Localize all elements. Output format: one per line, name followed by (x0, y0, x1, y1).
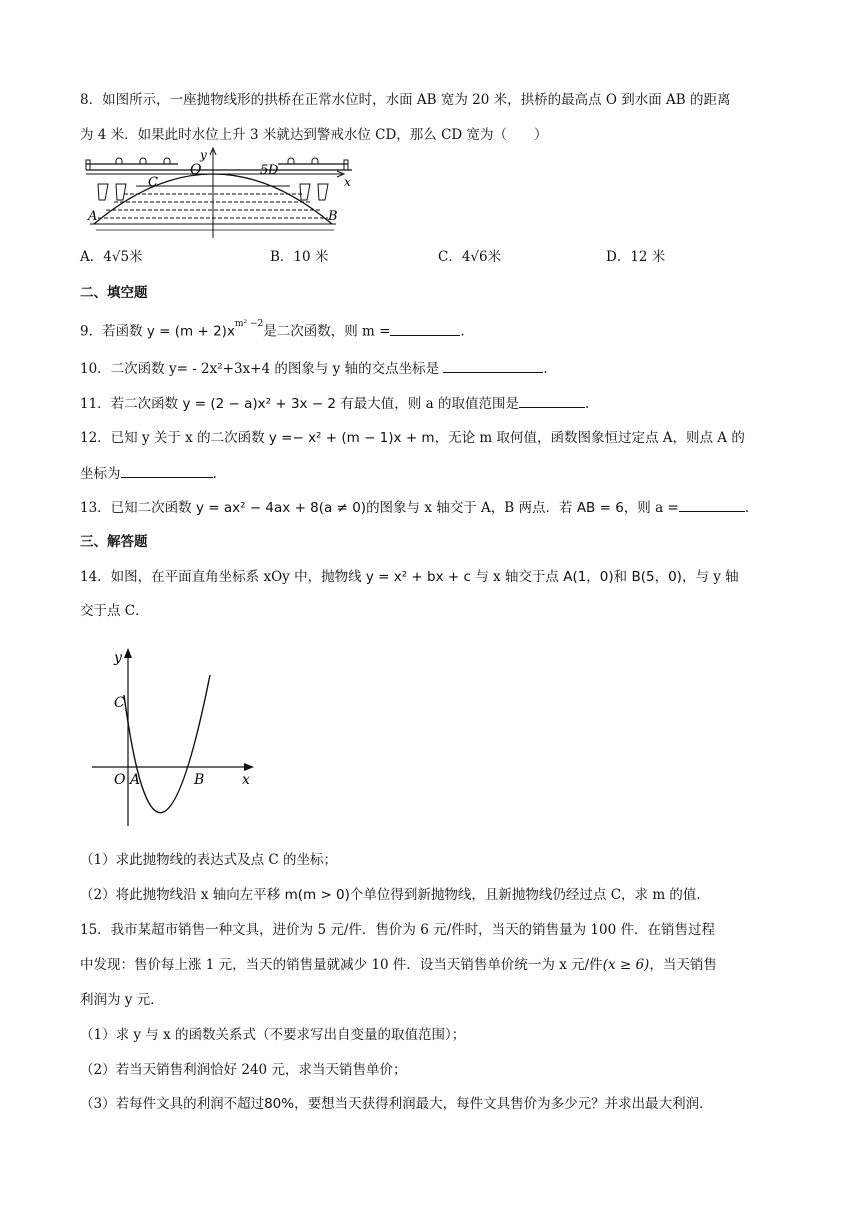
q14-sub1: （1）求此抛物线的表达式及点 C 的坐标； (80, 852, 338, 868)
fig8-label-a: A (88, 209, 98, 224)
q12-line2: 坐标为 . (80, 463, 217, 484)
q8-line2: 为 4 米．如果此时水位上升 3 米就达到警戒水位 CD，那么 CD 宽为（ ） (80, 127, 548, 143)
parabola-figure (92, 640, 262, 830)
fig8-label-b: B (328, 209, 338, 224)
q15-line2: 中发现：售价每上涨 1 元，当天的销售量就减少 10 件．设当天销售单价统一为 x 元/件(x ≥ 6)，当天销售 (80, 957, 717, 973)
fig8-label-d: D (268, 163, 279, 178)
fig8-label-c: C (148, 175, 158, 190)
q14-line2: 交于点 C． (80, 603, 149, 619)
q14-sub2: （2）将此抛物线沿 x 轴向左平移 m(m > 0)个单位得到新抛物线，且新抛物线仍经过点 C，求 m 的值． (80, 887, 710, 903)
q8-option-c[interactable]: C．4√6米 (438, 249, 502, 265)
fig8-label-o: O (190, 162, 202, 178)
fig14-label-y: y (114, 650, 122, 666)
q15-line1: 15．我市某超市销售一种文具，进价为 5 元/件．售价为 6 元/件时，当天的销售量为 100 件．在销售过程 (80, 922, 715, 938)
q12-answer-blank[interactable] (121, 463, 213, 478)
q13: 13．已知二次函数 y = ax² − 4ax + 8(a ≠ 0)的图象与 x 轴交于 A，B 两点．若 AB = 6，则 a = . (80, 497, 749, 518)
section-fill-in-title: 二、填空题 (80, 285, 148, 301)
q9-answer-blank[interactable] (390, 321, 460, 336)
q13-answer-blank[interactable] (679, 497, 745, 512)
q11: 11．若二次函数 y = (2 − a)x² + 3x − 2 有最大值，则 a 的取值范围是 . (80, 393, 589, 414)
q15-sub2: （2）若当天销售利润恰好 240 元，求当天销售单价； (80, 1062, 407, 1078)
q10-answer-blank[interactable] (443, 358, 543, 373)
fig8-label-y: y (200, 148, 207, 162)
q15-sub3: （3）若每件文具的利润不超过80%，要想当天获得利润最大，每件文具售价为多少元？并求出最大利润． (80, 1096, 713, 1112)
q10: 10．二次函数 y= - 2x²+3x+4 的图象与 y 轴的交点坐标是 . (80, 358, 548, 379)
q9: 9．若函数 $y = (m + 2)x^{m^2 -2}$是二次函数，则 m = . (80, 319, 465, 340)
fig8-label-five: 5 (260, 163, 269, 178)
bridge-figure (82, 146, 364, 238)
section-solve-title: 三、解答题 (80, 534, 148, 550)
fig14-label-x: x (242, 772, 250, 788)
fig14-label-a: A (130, 772, 141, 788)
fig8-label-x: x (344, 175, 351, 189)
q8-option-a[interactable]: A．4√5米 (80, 249, 143, 265)
q8-option-d[interactable]: D．12 米 (606, 249, 666, 265)
q15-line3: 利润为 y 元． (80, 992, 164, 1008)
q8-line1: 8．如图所示，一座抛物线形的拱桥在正常水位时，水面 AB 宽为 20 米，拱桥的最高点 O 到水面 AB 的距离 (80, 92, 731, 108)
fig14-label-o: O (114, 772, 126, 788)
q14-line1: 14．如图，在平面直角坐标系 xOy 中，抛物线 y = x² + bx + c 与 x 轴交于点 A(1，0)和 B(5，0)，与 y 轴 (80, 569, 739, 585)
fig14-label-c: C (114, 695, 125, 711)
q11-answer-blank[interactable] (519, 393, 585, 408)
q15-sub1: （1）求 y 与 x 的函数关系式（不要求写出自变量的取值范围）； (80, 1027, 466, 1043)
q8-option-b[interactable]: B．10 米 (270, 249, 329, 265)
fig14-label-b: B (194, 772, 205, 788)
q12-line1: 12．已知 y 关于 x 的二次函数 y =− x² + (m − 1)x + m，无论 m 取何值，函数图象恒过定点 A，则点 A 的 (80, 430, 745, 446)
